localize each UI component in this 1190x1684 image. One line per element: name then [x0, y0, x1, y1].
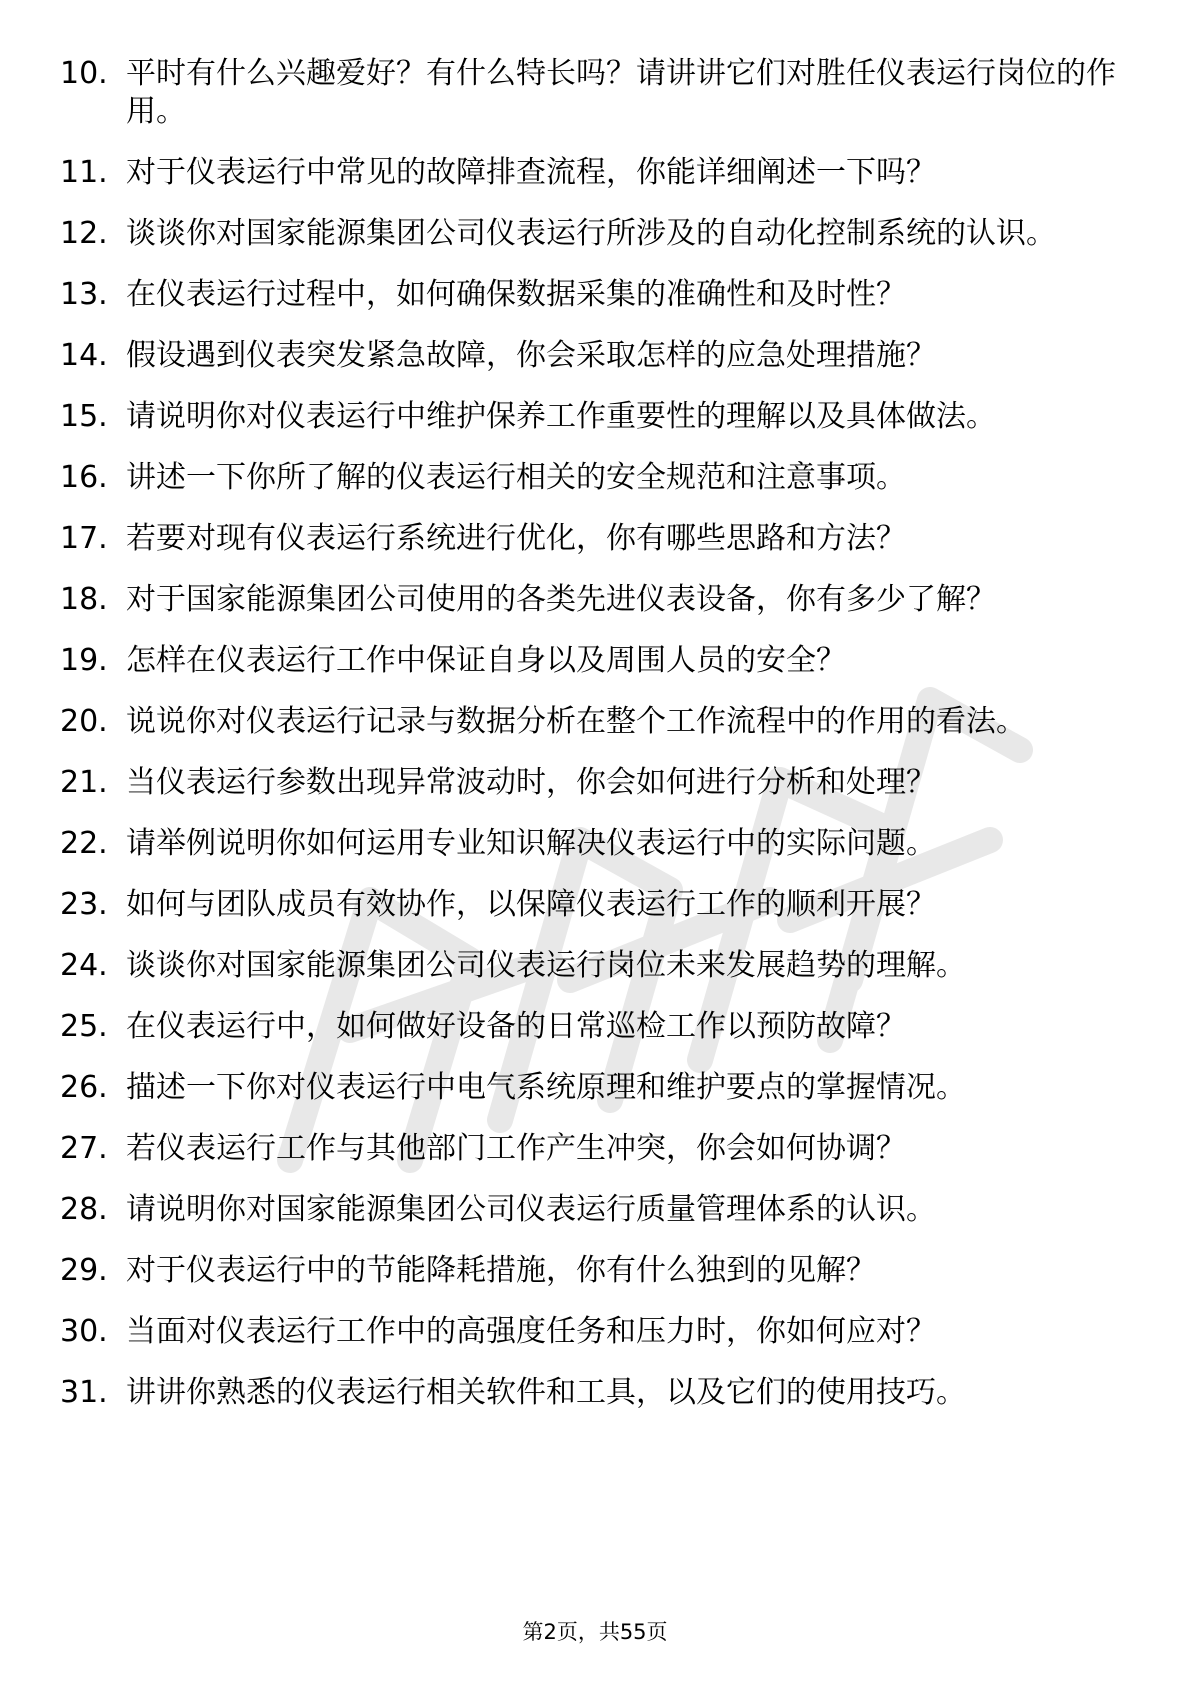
question-item — [60, 1130, 1120, 1168]
question-item — [60, 947, 1120, 985]
question-text: 当仪表运行参数出现异常波动时，你会如何进行分析和处理？ — [126, 765, 936, 800]
question-text: 若要对现有仪表运行系统进行优化，你有哪些思路和方法？ — [126, 521, 906, 556]
question-text: 假设遇到仪表突发紧急故障，你会采取怎样的应急处理措施？ — [126, 338, 936, 373]
question-item — [60, 1069, 1120, 1107]
question-number: 24. — [60, 948, 108, 983]
question-item — [60, 55, 1120, 131]
question-text: 请举例说明你如何运用专业知识解决仪表运行中的实际问题。 — [126, 826, 936, 861]
question-text: 在仪表运行中，如何做好设备的日常巡检工作以预防故障？ — [126, 1009, 906, 1044]
question-item — [60, 1252, 1120, 1290]
question-text: 平时有什么兴趣爱好？有什么特长吗？请讲讲它们对胜任仪表运行岗位的作用。 — [126, 56, 1116, 129]
question-text: 描述一下你对仪表运行中电气系统原理和维护要点的掌握情况。 — [126, 1070, 966, 1105]
question-number: 15. — [60, 399, 108, 434]
question-item — [60, 581, 1120, 619]
question-number: 10. — [60, 56, 108, 91]
question-item — [60, 520, 1120, 558]
question-number: 11. — [60, 155, 108, 190]
question-item — [60, 154, 1120, 192]
question-text: 请说明你对仪表运行中维护保养工作重要性的理解以及具体做法。 — [126, 399, 996, 434]
question-number: 20. — [60, 704, 108, 739]
question-text: 怎样在仪表运行工作中保证自身以及周围人员的安全？ — [126, 643, 846, 678]
question-text: 请说明你对国家能源集团公司仪表运行质量管理体系的认识。 — [126, 1192, 936, 1227]
question-text: 对于仪表运行中的节能降耗措施，你有什么独到的见解？ — [126, 1253, 876, 1288]
question-number: 13. — [60, 277, 108, 312]
question-item — [60, 215, 1120, 253]
question-list — [60, 55, 1120, 1435]
question-number: 21. — [60, 765, 108, 800]
question-number: 25. — [60, 1009, 108, 1044]
question-number: 30. — [60, 1314, 108, 1349]
question-number: 28. — [60, 1192, 108, 1227]
question-item — [60, 337, 1120, 375]
question-number: 26. — [60, 1070, 108, 1105]
question-text: 当面对仪表运行工作中的高强度任务和压力时，你如何应对？ — [126, 1314, 936, 1349]
question-text: 对于仪表运行中常见的故障排查流程，你能详细阐述一下吗？ — [126, 155, 936, 190]
question-item — [60, 276, 1120, 314]
question-number: 23. — [60, 887, 108, 922]
question-text: 讲述一下你所了解的仪表运行相关的安全规范和注意事项。 — [126, 460, 906, 495]
question-item — [60, 1313, 1120, 1351]
question-number: 31. — [60, 1375, 108, 1410]
question-number: 22. — [60, 826, 108, 861]
question-item — [60, 764, 1120, 802]
question-item — [60, 1191, 1120, 1229]
question-number: 16. — [60, 460, 108, 495]
question-text: 谈谈你对国家能源集团公司仪表运行所涉及的自动化控制系统的认识。 — [126, 216, 1056, 251]
question-text: 说说你对仪表运行记录与数据分析在整个工作流程中的作用的看法。 — [126, 704, 1026, 739]
question-number: 17. — [60, 521, 108, 556]
question-item — [60, 703, 1120, 741]
question-text: 讲讲你熟悉的仪表运行相关软件和工具，以及它们的使用技巧。 — [126, 1375, 966, 1410]
question-item — [60, 1008, 1120, 1046]
question-item — [60, 398, 1120, 436]
question-text: 对于国家能源集团公司使用的各类先进仪表设备，你有多少了解？ — [126, 582, 996, 617]
question-text: 如何与团队成员有效协作，以保障仪表运行工作的顺利开展？ — [126, 887, 936, 922]
question-item — [60, 1374, 1120, 1412]
question-item — [60, 886, 1120, 924]
question-number: 29. — [60, 1253, 108, 1288]
question-number: 12. — [60, 216, 108, 251]
question-item — [60, 825, 1120, 863]
question-text: 若仪表运行工作与其他部门工作产生冲突，你会如何协调？ — [126, 1131, 906, 1166]
question-text: 谈谈你对国家能源集团公司仪表运行岗位未来发展趋势的理解。 — [126, 948, 966, 983]
question-item — [60, 642, 1120, 680]
question-text: 在仪表运行过程中，如何确保数据采集的准确性和及时性？ — [126, 277, 906, 312]
question-number: 19. — [60, 643, 108, 678]
question-item — [60, 459, 1120, 497]
question-number: 18. — [60, 582, 108, 617]
question-number: 27. — [60, 1131, 108, 1166]
question-number: 14. — [60, 338, 108, 373]
page-number: 第2页，共55页 — [522, 1620, 668, 1644]
